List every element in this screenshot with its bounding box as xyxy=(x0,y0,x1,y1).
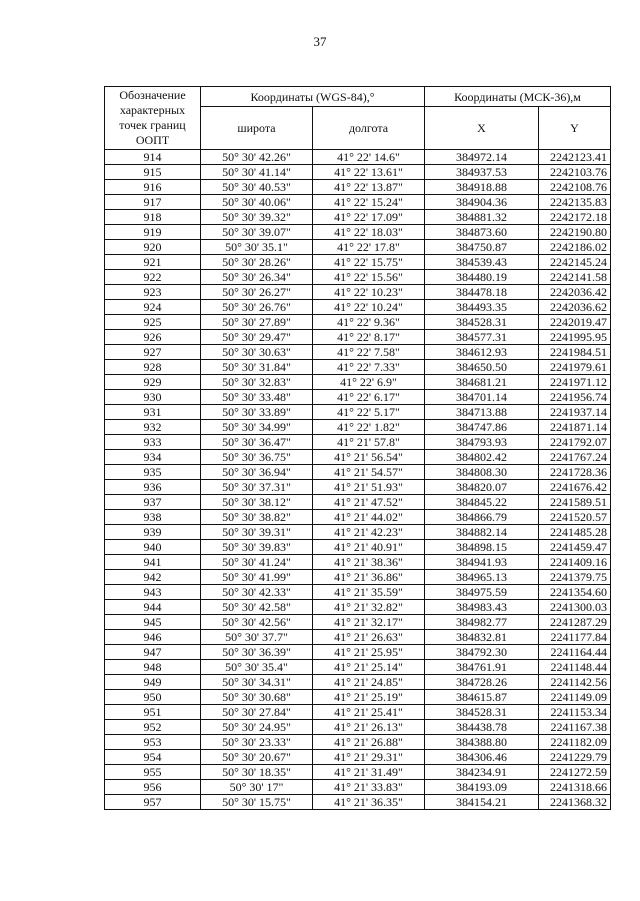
point-id-cell: 955 xyxy=(105,765,201,780)
point-id-cell: 941 xyxy=(105,555,201,570)
point-id-cell: 951 xyxy=(105,705,201,720)
point-id-cell: 956 xyxy=(105,780,201,795)
x-cell: 384528.31 xyxy=(425,705,539,720)
y-cell: 2241676.42 xyxy=(539,480,611,495)
header-wgs-group: Координаты (WGS-84),° xyxy=(201,87,425,107)
latitude-cell: 50° 30' 41.14" xyxy=(201,165,313,180)
y-cell: 2241767.24 xyxy=(539,450,611,465)
x-cell: 384965.13 xyxy=(425,570,539,585)
page-number: 37 xyxy=(313,34,327,49)
point-id-cell: 925 xyxy=(105,315,201,330)
latitude-cell: 50° 30' 39.31" xyxy=(201,525,313,540)
point-id-cell: 933 xyxy=(105,435,201,450)
y-cell: 2242145.24 xyxy=(539,255,611,270)
table-row xyxy=(105,600,611,615)
table-row xyxy=(105,615,611,630)
longitude-cell: 41° 22' 1.82" xyxy=(313,420,425,435)
y-cell: 2241167.38 xyxy=(539,720,611,735)
point-id-cell: 938 xyxy=(105,510,201,525)
y-cell: 2242172.18 xyxy=(539,210,611,225)
longitude-cell: 41° 21' 24.85" xyxy=(313,675,425,690)
longitude-cell: 41° 21' 33.83" xyxy=(313,780,425,795)
x-cell: 384747.86 xyxy=(425,420,539,435)
point-id-cell: 924 xyxy=(105,300,201,315)
latitude-cell: 50° 30' 33.89" xyxy=(201,405,313,420)
latitude-cell: 50° 30' 18.35" xyxy=(201,765,313,780)
y-cell: 2241979.61 xyxy=(539,360,611,375)
table-row xyxy=(105,555,611,570)
point-id-cell: 950 xyxy=(105,690,201,705)
table-row xyxy=(105,315,611,330)
x-cell: 384832.81 xyxy=(425,630,539,645)
longitude-cell: 41° 21' 51.93" xyxy=(313,480,425,495)
latitude-cell: 50° 30' 15.75" xyxy=(201,795,313,810)
latitude-cell: 50° 30' 39.07" xyxy=(201,225,313,240)
x-cell: 384972.14 xyxy=(425,150,539,165)
x-cell: 384761.91 xyxy=(425,660,539,675)
y-cell: 2241937.14 xyxy=(539,405,611,420)
point-id-cell: 927 xyxy=(105,345,201,360)
x-cell: 384388.80 xyxy=(425,735,539,750)
y-cell: 2242019.47 xyxy=(539,315,611,330)
header-y: Y xyxy=(539,107,611,150)
table-row xyxy=(105,180,611,195)
longitude-cell: 41° 22' 6.17" xyxy=(313,390,425,405)
latitude-cell: 50° 30' 42.33" xyxy=(201,585,313,600)
latitude-cell: 50° 30' 42.26" xyxy=(201,150,313,165)
y-cell: 2241148.44 xyxy=(539,660,611,675)
latitude-cell: 50° 30' 40.53" xyxy=(201,180,313,195)
x-cell: 384792.30 xyxy=(425,645,539,660)
x-cell: 384615.87 xyxy=(425,690,539,705)
longitude-cell: 41° 21' 36.86" xyxy=(313,570,425,585)
y-cell: 2241956.74 xyxy=(539,390,611,405)
latitude-cell: 50° 30' 27.84" xyxy=(201,705,313,720)
latitude-cell: 50° 30' 37.7" xyxy=(201,630,313,645)
longitude-cell: 41° 21' 29.31" xyxy=(313,750,425,765)
longitude-cell: 41° 22' 7.33" xyxy=(313,360,425,375)
longitude-cell: 41° 22' 15.24" xyxy=(313,195,425,210)
point-id-cell: 929 xyxy=(105,375,201,390)
latitude-cell: 50° 30' 37.31" xyxy=(201,480,313,495)
latitude-cell: 50° 30' 17" xyxy=(201,780,313,795)
longitude-cell: 41° 21' 42.23" xyxy=(313,525,425,540)
table-row xyxy=(105,435,611,450)
table-row xyxy=(105,570,611,585)
point-id-cell: 914 xyxy=(105,150,201,165)
y-cell: 2242186.02 xyxy=(539,240,611,255)
latitude-cell: 50° 30' 20.67" xyxy=(201,750,313,765)
y-cell: 2241485.28 xyxy=(539,525,611,540)
table-row xyxy=(105,675,611,690)
x-cell: 384898.15 xyxy=(425,540,539,555)
x-cell: 384941.93 xyxy=(425,555,539,570)
table-row xyxy=(105,585,611,600)
table-row xyxy=(105,345,611,360)
x-cell: 384982.77 xyxy=(425,615,539,630)
point-id-cell: 944 xyxy=(105,600,201,615)
longitude-cell: 41° 22' 10.24" xyxy=(313,300,425,315)
table-row xyxy=(105,720,611,735)
y-cell: 2242123.41 xyxy=(539,150,611,165)
longitude-cell: 41° 21' 32.82" xyxy=(313,600,425,615)
point-id-cell: 920 xyxy=(105,240,201,255)
table-row xyxy=(105,690,611,705)
x-cell: 384539.43 xyxy=(425,255,539,270)
x-cell: 384612.93 xyxy=(425,345,539,360)
longitude-cell: 41° 22' 6.9" xyxy=(313,375,425,390)
header-point-label: Обозначение характерных точек границ ООПТ xyxy=(105,87,201,150)
x-cell: 384882.14 xyxy=(425,525,539,540)
latitude-cell: 50° 30' 32.83" xyxy=(201,375,313,390)
x-cell: 384154.21 xyxy=(425,795,539,810)
longitude-cell: 41° 21' 25.95" xyxy=(313,645,425,660)
latitude-cell: 50° 30' 35.1" xyxy=(201,240,313,255)
point-id-cell: 953 xyxy=(105,735,201,750)
latitude-cell: 50° 30' 41.99" xyxy=(201,570,313,585)
longitude-cell: 41° 22' 14.6" xyxy=(313,150,425,165)
point-id-cell: 926 xyxy=(105,330,201,345)
point-id-cell: 934 xyxy=(105,450,201,465)
x-cell: 384650.50 xyxy=(425,360,539,375)
longitude-cell: 41° 22' 15.75" xyxy=(313,255,425,270)
y-cell: 2241409.16 xyxy=(539,555,611,570)
longitude-cell: 41° 21' 25.41" xyxy=(313,705,425,720)
latitude-cell: 50° 30' 40.06" xyxy=(201,195,313,210)
x-cell: 384493.35 xyxy=(425,300,539,315)
y-cell: 2241318.66 xyxy=(539,780,611,795)
table-row xyxy=(105,525,611,540)
y-cell: 2241149.09 xyxy=(539,690,611,705)
y-cell: 2242141.58 xyxy=(539,270,611,285)
table-row xyxy=(105,540,611,555)
latitude-cell: 50° 30' 30.63" xyxy=(201,345,313,360)
table-row xyxy=(105,765,611,780)
latitude-cell: 50° 30' 36.94" xyxy=(201,465,313,480)
table-row xyxy=(105,360,611,375)
point-id-cell: 921 xyxy=(105,255,201,270)
longitude-cell: 41° 21' 44.02" xyxy=(313,510,425,525)
table-row xyxy=(105,195,611,210)
latitude-cell: 50° 30' 29.47" xyxy=(201,330,313,345)
x-cell: 384701.14 xyxy=(425,390,539,405)
y-cell: 2241871.14 xyxy=(539,420,611,435)
latitude-cell: 50° 30' 23.33" xyxy=(201,735,313,750)
point-id-cell: 922 xyxy=(105,270,201,285)
x-cell: 384845.22 xyxy=(425,495,539,510)
point-id-cell: 946 xyxy=(105,630,201,645)
y-cell: 2241177.84 xyxy=(539,630,611,645)
y-cell: 2242036.42 xyxy=(539,285,611,300)
point-id-cell: 932 xyxy=(105,420,201,435)
table-row xyxy=(105,465,611,480)
latitude-cell: 50° 30' 42.56" xyxy=(201,615,313,630)
table-row xyxy=(105,420,611,435)
table-header xyxy=(105,87,611,150)
point-id-cell: 937 xyxy=(105,495,201,510)
latitude-cell: 50° 30' 31.84" xyxy=(201,360,313,375)
longitude-cell: 41° 21' 31.49" xyxy=(313,765,425,780)
point-id-cell: 916 xyxy=(105,180,201,195)
y-cell: 2241354.60 xyxy=(539,585,611,600)
longitude-cell: 41° 22' 7.58" xyxy=(313,345,425,360)
latitude-cell: 50° 30' 26.27" xyxy=(201,285,313,300)
y-cell: 2242135.83 xyxy=(539,195,611,210)
y-cell: 2241792.07 xyxy=(539,435,611,450)
longitude-cell: 41° 21' 25.14" xyxy=(313,660,425,675)
y-cell: 2241368.32 xyxy=(539,795,611,810)
point-id-cell: 931 xyxy=(105,405,201,420)
header-longitude: долгота xyxy=(313,107,425,150)
point-id-cell: 939 xyxy=(105,525,201,540)
x-cell: 384528.31 xyxy=(425,315,539,330)
table-row xyxy=(105,375,611,390)
table-row xyxy=(105,480,611,495)
latitude-cell: 50° 30' 34.99" xyxy=(201,420,313,435)
y-cell: 2241142.56 xyxy=(539,675,611,690)
longitude-cell: 41° 21' 47.52" xyxy=(313,495,425,510)
y-cell: 2242108.76 xyxy=(539,180,611,195)
latitude-cell: 50° 30' 24.95" xyxy=(201,720,313,735)
y-cell: 2241728.36 xyxy=(539,465,611,480)
y-cell: 2241984.51 xyxy=(539,345,611,360)
longitude-cell: 41° 21' 38.36" xyxy=(313,555,425,570)
y-cell: 2241164.44 xyxy=(539,645,611,660)
longitude-cell: 41° 22' 8.17" xyxy=(313,330,425,345)
table-row xyxy=(105,735,611,750)
y-cell: 2242103.76 xyxy=(539,165,611,180)
table-row xyxy=(105,210,611,225)
latitude-cell: 50° 30' 36.75" xyxy=(201,450,313,465)
point-id-cell: 915 xyxy=(105,165,201,180)
point-id-cell: 923 xyxy=(105,285,201,300)
x-cell: 384577.31 xyxy=(425,330,539,345)
y-cell: 2241182.09 xyxy=(539,735,611,750)
x-cell: 384983.43 xyxy=(425,600,539,615)
longitude-cell: 41° 21' 26.88" xyxy=(313,735,425,750)
latitude-cell: 50° 30' 30.68" xyxy=(201,690,313,705)
table-row xyxy=(105,450,611,465)
y-cell: 2241287.29 xyxy=(539,615,611,630)
x-cell: 384480.19 xyxy=(425,270,539,285)
table-row xyxy=(105,750,611,765)
latitude-cell: 50° 30' 38.82" xyxy=(201,510,313,525)
point-id-cell: 952 xyxy=(105,720,201,735)
table-row xyxy=(105,780,611,795)
y-cell: 2241153.34 xyxy=(539,705,611,720)
table-row xyxy=(105,240,611,255)
table-row xyxy=(105,495,611,510)
longitude-cell: 41° 22' 13.87" xyxy=(313,180,425,195)
table-row xyxy=(105,795,611,810)
point-id-cell: 957 xyxy=(105,795,201,810)
longitude-cell: 41° 22' 9.36" xyxy=(313,315,425,330)
table-row xyxy=(105,405,611,420)
x-cell: 384750.87 xyxy=(425,240,539,255)
table-row xyxy=(105,165,611,180)
x-cell: 384728.26 xyxy=(425,675,539,690)
header-x: X xyxy=(425,107,539,150)
y-cell: 2242036.62 xyxy=(539,300,611,315)
latitude-cell: 50° 30' 26.34" xyxy=(201,270,313,285)
x-cell: 384918.88 xyxy=(425,180,539,195)
point-id-cell: 930 xyxy=(105,390,201,405)
longitude-cell: 41° 21' 54.57" xyxy=(313,465,425,480)
table-row xyxy=(105,660,611,675)
point-id-cell: 936 xyxy=(105,480,201,495)
y-cell: 2241520.57 xyxy=(539,510,611,525)
x-cell: 384306.46 xyxy=(425,750,539,765)
table-row xyxy=(105,390,611,405)
x-cell: 384234.91 xyxy=(425,765,539,780)
point-id-cell: 919 xyxy=(105,225,201,240)
y-cell: 2242190.80 xyxy=(539,225,611,240)
x-cell: 384820.07 xyxy=(425,480,539,495)
x-cell: 384193.09 xyxy=(425,780,539,795)
point-id-cell: 943 xyxy=(105,585,201,600)
x-cell: 384478.18 xyxy=(425,285,539,300)
latitude-cell: 50° 30' 35.4" xyxy=(201,660,313,675)
x-cell: 384937.53 xyxy=(425,165,539,180)
table-row xyxy=(105,630,611,645)
x-cell: 384438.78 xyxy=(425,720,539,735)
header-msk-group: Координаты (МСК-36),м xyxy=(425,87,611,107)
table-row xyxy=(105,300,611,315)
table-row xyxy=(105,645,611,660)
table-row xyxy=(105,225,611,240)
y-cell: 2241995.95 xyxy=(539,330,611,345)
y-cell: 2241379.75 xyxy=(539,570,611,585)
latitude-cell: 50° 30' 41.24" xyxy=(201,555,313,570)
latitude-cell: 50° 30' 39.83" xyxy=(201,540,313,555)
point-id-cell: 918 xyxy=(105,210,201,225)
point-id-cell: 947 xyxy=(105,645,201,660)
longitude-cell: 41° 22' 5.17" xyxy=(313,405,425,420)
x-cell: 384713.88 xyxy=(425,405,539,420)
table-row xyxy=(105,705,611,720)
x-cell: 384681.21 xyxy=(425,375,539,390)
latitude-cell: 50° 30' 26.76" xyxy=(201,300,313,315)
table-row xyxy=(105,285,611,300)
longitude-cell: 41° 21' 26.63" xyxy=(313,630,425,645)
y-cell: 2241459.47 xyxy=(539,540,611,555)
y-cell: 2241229.79 xyxy=(539,750,611,765)
table-row xyxy=(105,330,611,345)
x-cell: 384866.79 xyxy=(425,510,539,525)
latitude-cell: 50° 30' 27.89" xyxy=(201,315,313,330)
y-cell: 2241300.03 xyxy=(539,600,611,615)
table-row xyxy=(105,255,611,270)
latitude-cell: 50° 30' 38.12" xyxy=(201,495,313,510)
latitude-cell: 50° 30' 28.26" xyxy=(201,255,313,270)
longitude-cell: 41° 22' 15.56" xyxy=(313,270,425,285)
table-row xyxy=(105,270,611,285)
x-cell: 384808.30 xyxy=(425,465,539,480)
y-cell: 2241589.51 xyxy=(539,495,611,510)
header-latitude: широта xyxy=(201,107,313,150)
coordinates-table xyxy=(104,86,611,810)
longitude-cell: 41° 22' 18.03" xyxy=(313,225,425,240)
longitude-cell: 41° 22' 17.09" xyxy=(313,210,425,225)
table-row xyxy=(105,510,611,525)
longitude-cell: 41° 21' 32.17" xyxy=(313,615,425,630)
longitude-cell: 41° 21' 26.13" xyxy=(313,720,425,735)
latitude-cell: 50° 30' 39.32" xyxy=(201,210,313,225)
longitude-cell: 41° 21' 57.8" xyxy=(313,435,425,450)
y-cell: 2241971.12 xyxy=(539,375,611,390)
table-body xyxy=(105,150,611,810)
longitude-cell: 41° 21' 36.35" xyxy=(313,795,425,810)
point-id-cell: 935 xyxy=(105,465,201,480)
x-cell: 384881.32 xyxy=(425,210,539,225)
latitude-cell: 50° 30' 36.47" xyxy=(201,435,313,450)
point-id-cell: 949 xyxy=(105,675,201,690)
point-id-cell: 954 xyxy=(105,750,201,765)
latitude-cell: 50° 30' 33.48" xyxy=(201,390,313,405)
point-id-cell: 948 xyxy=(105,660,201,675)
point-id-cell: 940 xyxy=(105,540,201,555)
longitude-cell: 41° 21' 56.54" xyxy=(313,450,425,465)
longitude-cell: 41° 22' 10.23" xyxy=(313,285,425,300)
longitude-cell: 41° 21' 40.91" xyxy=(313,540,425,555)
point-id-cell: 917 xyxy=(105,195,201,210)
latitude-cell: 50° 30' 36.39" xyxy=(201,645,313,660)
table-row xyxy=(105,150,611,165)
latitude-cell: 50° 30' 34.31" xyxy=(201,675,313,690)
point-id-cell: 928 xyxy=(105,360,201,375)
latitude-cell: 50° 30' 42.58" xyxy=(201,600,313,615)
x-cell: 384904.36 xyxy=(425,195,539,210)
longitude-cell: 41° 22' 17.8" xyxy=(313,240,425,255)
longitude-cell: 41° 22' 13.61" xyxy=(313,165,425,180)
x-cell: 384873.60 xyxy=(425,225,539,240)
x-cell: 384793.93 xyxy=(425,435,539,450)
x-cell: 384975.59 xyxy=(425,585,539,600)
longitude-cell: 41° 21' 35.59" xyxy=(313,585,425,600)
y-cell: 2241272.59 xyxy=(539,765,611,780)
longitude-cell: 41° 21' 25.19" xyxy=(313,690,425,705)
point-id-cell: 942 xyxy=(105,570,201,585)
x-cell: 384802.42 xyxy=(425,450,539,465)
point-id-cell: 945 xyxy=(105,615,201,630)
